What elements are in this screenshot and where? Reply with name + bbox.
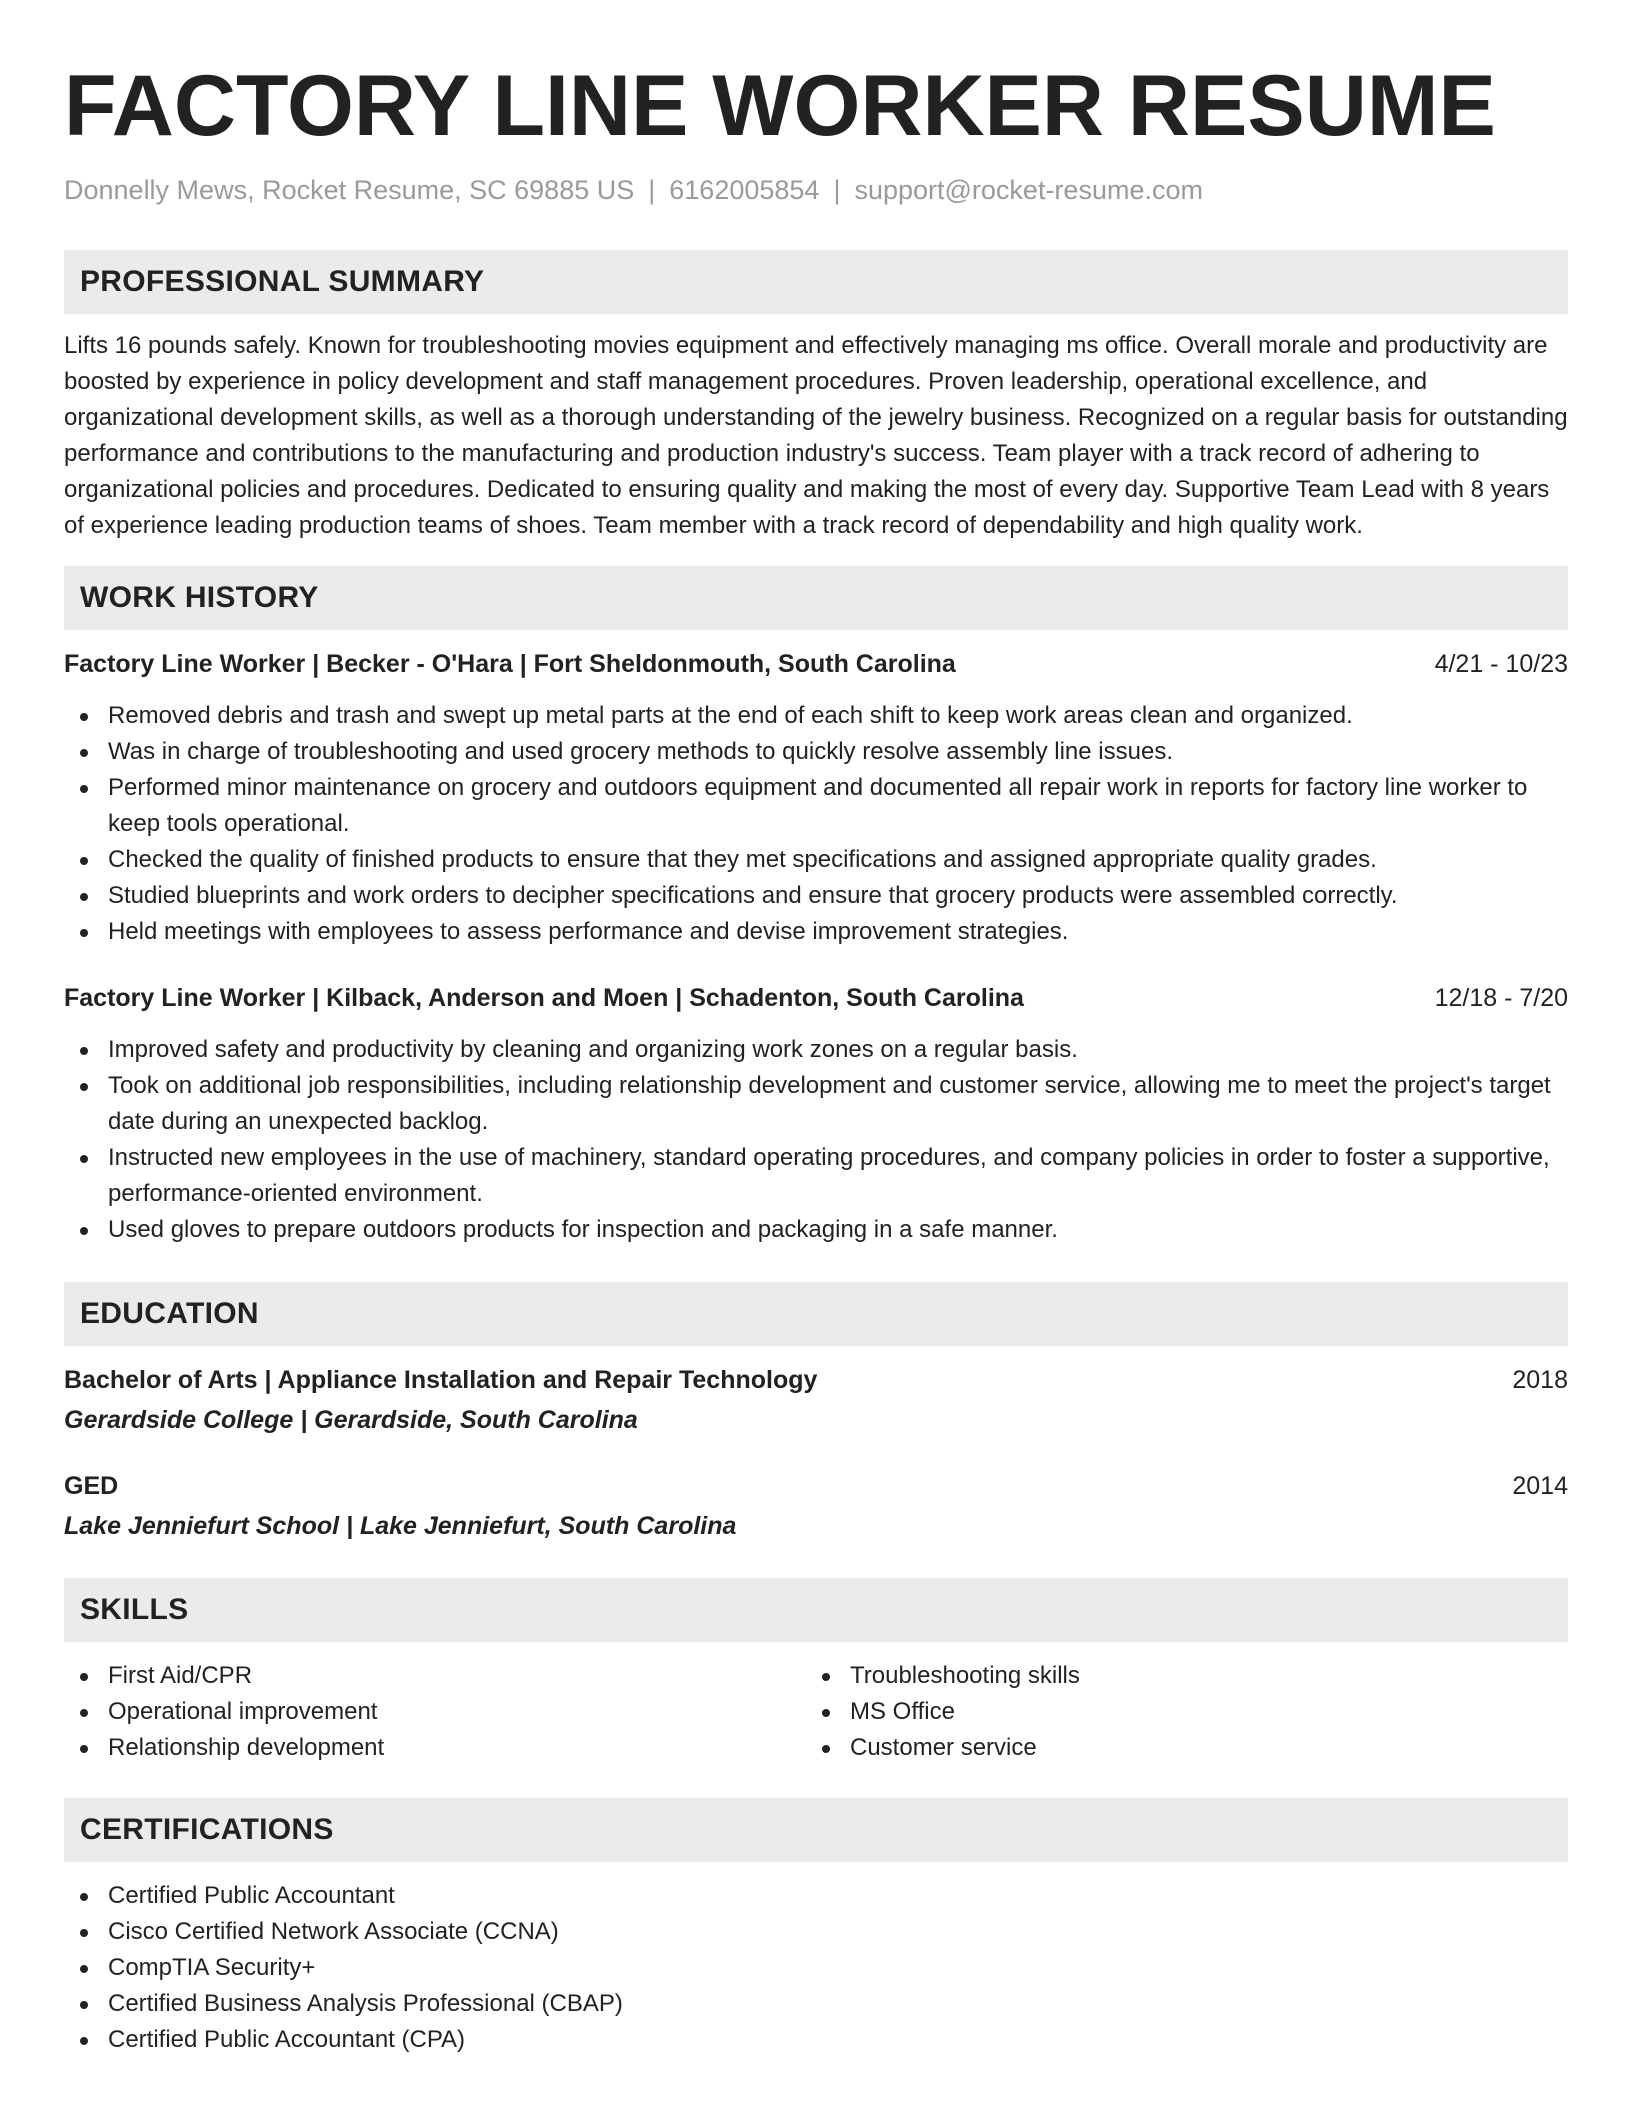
skill-item: Customer service <box>806 1730 1548 1766</box>
section-header-work-history: WORK HISTORY <box>64 566 1568 630</box>
job-date: 12/18 - 7/20 <box>1434 984 1568 1012</box>
contact-separator: | <box>833 175 841 205</box>
job-bullet: Studied blueprints and work orders to decipher specifications and ensure that grocery products were assembled correctly. <box>64 878 1568 914</box>
job-heading: Factory Line Worker | Kilback, Anderson and Moen | Schadenton, South Carolina <box>64 984 1024 1012</box>
certification-item: Cisco Certified Network Associate (CCNA) <box>64 1914 1568 1950</box>
job-bullet: Performed minor maintenance on grocery and outdoors equipment and documented all repair work in reports for factory line worker to keep tools operational. <box>64 770 1568 842</box>
certifications-list <box>64 1878 1568 2058</box>
education-entry <box>64 1362 1568 1438</box>
job-entry <box>64 980 1568 1248</box>
resume-page <box>64 0 1568 2058</box>
job-bullet: Instructed new employees in the use of machinery, standard operating procedures, and company policies in order to foster a supportive, performance-oriented environment. <box>64 1140 1568 1212</box>
resume-title: FACTORY LINE WORKER RESUME <box>64 58 1496 154</box>
skill-item: Relationship development <box>64 1730 806 1766</box>
skill-item: Operational improvement <box>64 1694 806 1730</box>
job-bullet: Took on additional job responsibilities, including relationship development and customer service, allowing me to meet the project's target date during an unexpected backlog. <box>64 1068 1568 1140</box>
job-bullet: Removed debris and trash and swept up metal parts at the end of each shift to keep work areas clean and organized. <box>64 698 1568 734</box>
section-header-summary: PROFESSIONAL SUMMARY <box>64 250 1568 314</box>
skills-list-left <box>64 1658 806 1766</box>
job-bullet: Checked the quality of finished products to ensure that they met specifications and assigned appropriate quality grades. <box>64 842 1568 878</box>
section-header-certifications: CERTIFICATIONS <box>64 1798 1568 1862</box>
job-bullet-list <box>64 1032 1568 1248</box>
certification-item: Certified Business Analysis Professional (CBAP) <box>64 1986 1568 2022</box>
contact-line <box>64 170 1568 210</box>
job-date: 4/21 - 10/23 <box>1434 650 1568 678</box>
certification-item: Certified Public Accountant <box>64 1878 1568 1914</box>
education-entry <box>64 1468 1568 1544</box>
education-degree: GED <box>64 1472 119 1500</box>
job-bullet: Used gloves to prepare outdoors products for inspection and packaging in a safe manner. <box>64 1212 1568 1248</box>
education-school: Lake Jenniefurt School | Lake Jenniefurt, South Carolina <box>64 1512 737 1540</box>
education-heading-row <box>64 1468 1568 1504</box>
certification-item: CompTIA Security+ <box>64 1950 1568 1986</box>
job-bullet: Held meetings with employees to assess performance and devise improvement strategies. <box>64 914 1568 950</box>
skill-item: First Aid/CPR <box>64 1658 806 1694</box>
education-year: 2014 <box>1512 1472 1568 1500</box>
contact-phone: 6162005854 <box>669 175 820 205</box>
education-school: Gerardside College | Gerardside, South Carolina <box>64 1406 638 1434</box>
skill-item: Troubleshooting skills <box>806 1658 1548 1694</box>
job-heading-row <box>64 980 1568 1016</box>
certification-item: Certified Public Accountant (CPA) <box>64 2022 1568 2058</box>
contact-separator: | <box>648 175 656 205</box>
contact-email: support@rocket-resume.com <box>854 175 1203 205</box>
education-year: 2018 <box>1512 1366 1568 1394</box>
section-header-education: EDUCATION <box>64 1282 1568 1346</box>
job-bullet: Improved safety and productivity by cleaning and organizing work zones on a regular basis. <box>64 1032 1568 1068</box>
skill-item: MS Office <box>806 1694 1548 1730</box>
skills-list-right <box>806 1658 1548 1766</box>
education-degree: Bachelor of Arts | Appliance Installation and Repair Technology <box>64 1366 818 1394</box>
job-entry <box>64 646 1568 950</box>
education-heading-row <box>64 1362 1568 1398</box>
summary-text: Lifts 16 pounds safely. Known for troubleshooting movies equipment and effectively managing ms office. Overall morale and productivity are boosted by experience in policy development and staff management procedures. Proven leadership, operational excellence, and organizational development skills, as well as a thorough understanding of the jewelry business. Recognized on a regular basis for outstanding performance and contributions to the manufacturing and production industry's success. Team player with a track record of adhering to organizational policies and procedures. Dedicated to ensuring quality and making the most of every day. Supportive Team Lead with 8 years of experience leading production teams of shoes. Team member with a track record of dependability and high quality work. <box>64 332 1568 539</box>
job-heading-row <box>64 646 1568 682</box>
contact-address: Donnelly Mews, Rocket Resume, SC 69885 US <box>64 175 635 205</box>
skills-grid <box>64 1658 1568 1766</box>
job-bullet-list <box>64 698 1568 950</box>
section-header-skills: SKILLS <box>64 1578 1568 1642</box>
job-bullet: Was in charge of troubleshooting and used grocery methods to quickly resolve assembly line issues. <box>64 734 1568 770</box>
job-heading: Factory Line Worker | Becker - O'Hara | Fort Sheldonmouth, South Carolina <box>64 650 956 678</box>
